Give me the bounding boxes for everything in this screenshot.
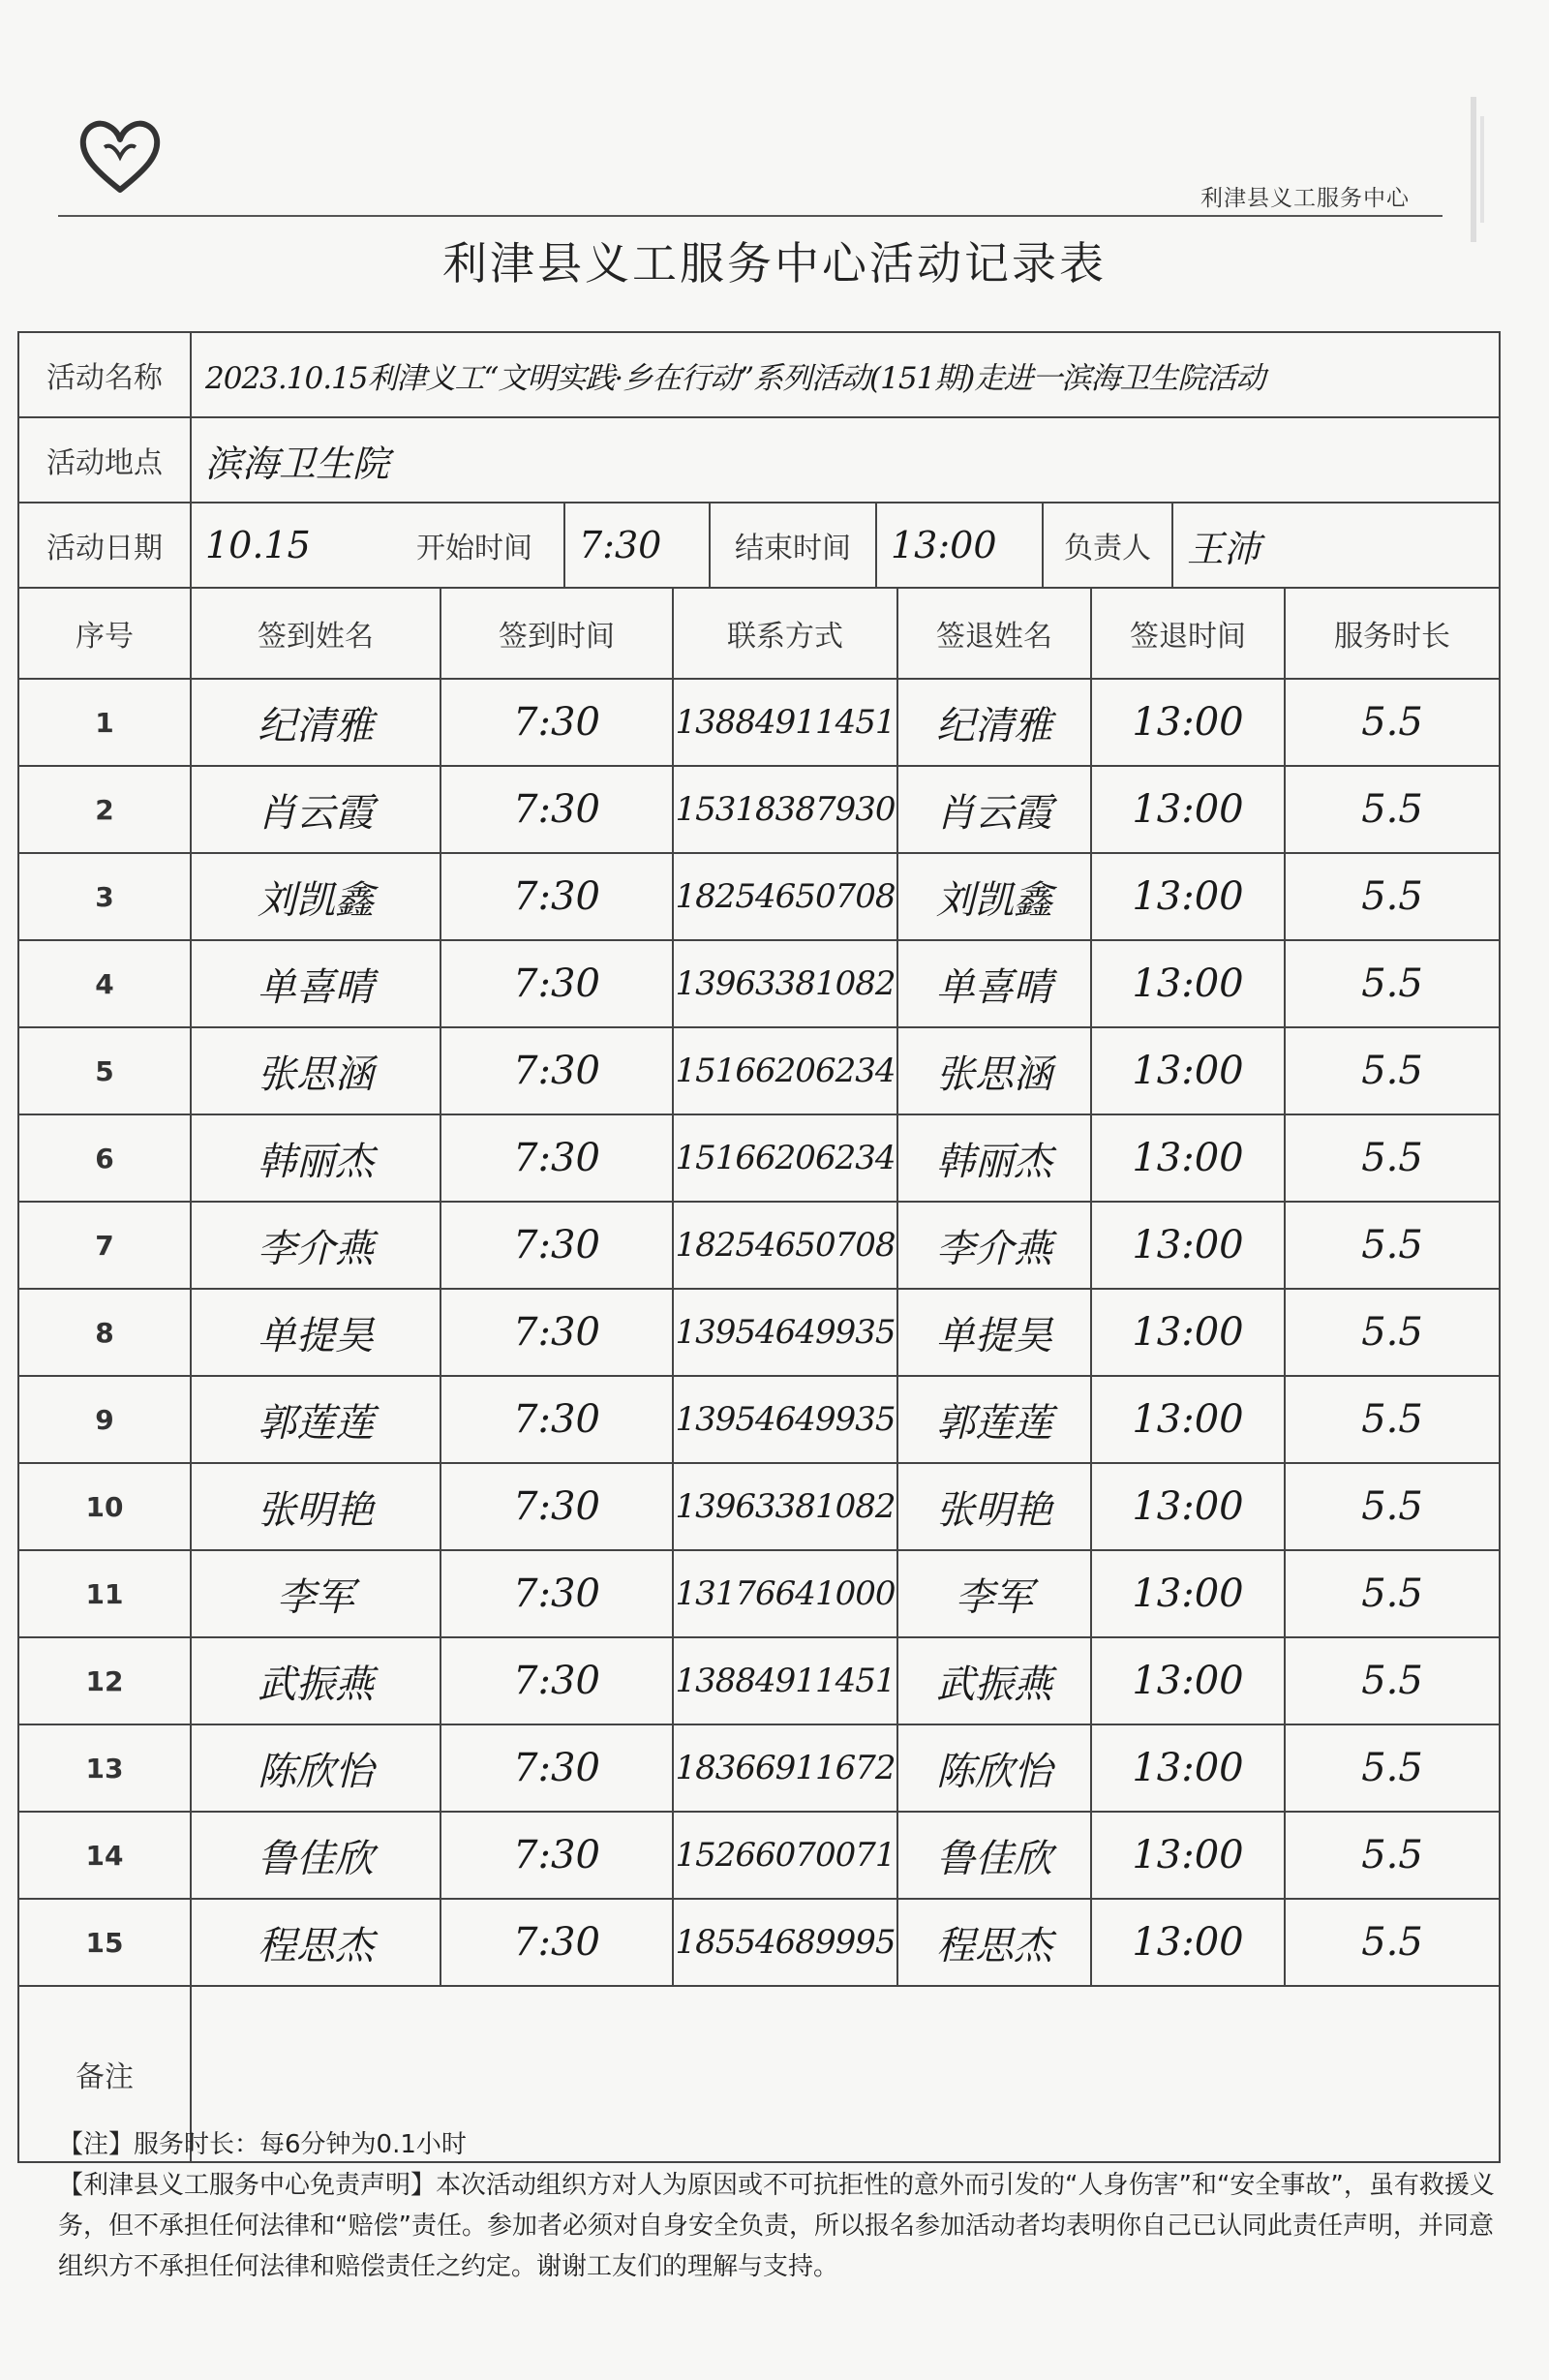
contact-phone-cell [673,1812,897,1899]
sign-in-name-cell [191,1812,440,1899]
sign-in-name-cell [191,1202,440,1289]
service-hours: 5.5 [1361,787,1423,832]
service-hours: 5.5 [1361,961,1423,1006]
sign-in-name-cell [191,1027,440,1114]
sign-in-time: 7:30 [513,1920,600,1965]
sign-in-name-cell [191,679,440,766]
sign-in-name: 陈欣怡 [258,1749,374,1794]
row-seq: 8 [95,1316,114,1349]
row-seq: 9 [95,1403,114,1436]
sign-out-time-cell [1091,679,1285,766]
row-seq-cell [18,766,191,853]
row-seq: 15 [85,1926,124,1959]
sign-out-name: 鲁佳欣 [936,1836,1052,1881]
service-hours-cell [1285,766,1500,853]
sign-in-name-cell [191,1637,440,1724]
contact-phone: 18254650708 [675,1226,896,1265]
row-seq-cell [18,1027,191,1114]
activity-name-value: 2023.10.15利津义工“文明实践·乡在行动”系列活动(151期)走进一滨海卫生院活动 [205,360,1265,396]
sign-out-name: 陈欣怡 [936,1749,1052,1794]
sign-in-time-cell [440,1376,673,1463]
contact-phone: 15318387930 [675,790,896,829]
service-hours-cell [1285,1027,1500,1114]
table-row [18,1376,1500,1463]
service-hours: 5.5 [1361,1310,1423,1355]
service-hours-cell [1285,1812,1500,1899]
sign-out-time-cell [1091,1114,1285,1202]
activity-record-table [17,331,1501,2163]
sign-out-name: 刘凯鑫 [936,877,1052,923]
contact-phone: 15266070071 [675,1836,896,1875]
sign-out-time: 13:00 [1132,1571,1244,1616]
sign-in-time-cell [440,1724,673,1812]
sign-out-name: 郭莲莲 [936,1400,1052,1446]
service-hours: 5.5 [1361,1049,1423,1093]
sign-in-time: 7:30 [513,1223,600,1267]
sign-in-name: 韩丽杰 [258,1139,374,1184]
row-seq: 3 [95,880,114,913]
row-seq: 4 [95,967,114,1000]
sign-in-time: 7:30 [513,787,600,832]
sign-out-name: 李介燕 [936,1226,1052,1271]
sign-in-time-cell [440,1550,673,1637]
sign-in-time: 7:30 [513,874,600,919]
sign-in-name: 单喜晴 [258,964,374,1010]
service-hours-cell [1285,1202,1500,1289]
org-header: 利津县义工服务中心 [1200,186,1410,211]
service-hours: 5.5 [1361,874,1423,919]
contact-phone: 15166206234 [675,1139,896,1177]
sign-in-time: 7:30 [513,1746,600,1790]
table-row [18,1114,1500,1202]
contact-phone: 18254650708 [675,877,896,916]
row-seq-cell [18,853,191,940]
sign-out-time-cell [1091,1899,1285,1986]
row-seq: 13 [85,1752,124,1785]
activity-location-value: 滨海卫生院 [205,442,390,485]
sign-in-name: 纪清雅 [258,703,374,748]
service-hours-cell [1285,1550,1500,1637]
contact-phone: 13954649935 [675,1400,896,1439]
contact-phone: 13884911451 [675,1662,896,1700]
activity-name-label: 活动名称 [18,332,191,417]
sign-out-time: 13:00 [1132,1049,1244,1093]
service-hours: 5.5 [1361,1397,1423,1442]
service-hours-cell [1285,853,1500,940]
activity-date-value: 10.15 [205,524,311,566]
sign-out-name: 韩丽杰 [936,1139,1052,1184]
sign-out-name-cell [897,1114,1091,1202]
table-row [18,1202,1500,1289]
sign-out-name-cell [897,1202,1091,1289]
sign-out-time: 13:00 [1132,874,1244,919]
table-row [18,940,1500,1027]
sign-in-name-cell [191,1463,440,1550]
table-row [18,853,1500,940]
end-time-label: 结束时间 [709,503,875,587]
service-hours: 5.5 [1361,1920,1423,1965]
sign-out-time-cell [1091,1376,1285,1463]
sign-in-time: 7:30 [513,1397,600,1442]
row-seq-cell [18,1202,191,1289]
heart-logo-icon [76,114,165,198]
end-time-value: 13:00 [891,524,997,566]
contact-phone: 13884911451 [675,703,896,742]
row-seq: 14 [85,1839,124,1872]
person-in-charge-value: 王沛 [1187,527,1261,570]
service-hours-cell [1285,940,1500,1027]
service-hours-cell [1285,1289,1500,1376]
sign-out-name-cell [897,1812,1091,1899]
sign-out-name-cell [897,1550,1091,1637]
sign-in-name: 张思涵 [258,1052,374,1097]
table-row [18,1550,1500,1637]
row-seq-cell [18,1899,191,1986]
sign-out-time: 13:00 [1132,1920,1244,1965]
row-seq: 12 [85,1664,124,1697]
contact-phone-cell [673,1376,897,1463]
contact-phone-cell [673,853,897,940]
service-hours-cell [1285,1899,1500,1986]
row-seq: 7 [95,1229,114,1262]
sign-out-time: 13:00 [1132,961,1244,1006]
col-header-sign-in-time: 签到时间 [440,588,673,679]
remarks-label: 备注 [18,1986,191,2162]
contact-phone-cell [673,1289,897,1376]
sign-out-time: 13:00 [1132,1746,1244,1790]
table-row [18,1637,1500,1724]
row-seq: 2 [95,793,114,826]
sign-out-time-cell [1091,1289,1285,1376]
sign-in-time-cell [440,1289,673,1376]
col-header-service-hours: 服务时长 [1285,588,1500,679]
contact-phone-cell [673,679,897,766]
sign-in-time-cell [440,1463,673,1550]
service-hours: 5.5 [1361,1571,1423,1616]
sign-in-name-cell [191,1289,440,1376]
sign-out-time-cell [1091,1027,1285,1114]
service-hours: 5.5 [1361,1659,1423,1703]
sign-in-time-cell [440,1202,673,1289]
sign-in-name: 鲁佳欣 [258,1836,374,1881]
sign-out-name: 单提昊 [936,1313,1052,1358]
header-divider [58,215,1443,217]
sign-out-time-cell [1091,853,1285,940]
volunteer-rows [18,679,1500,1986]
sign-out-time: 13:00 [1132,1310,1244,1355]
sign-in-name-cell [191,1114,440,1202]
contact-phone: 18554689995 [675,1923,896,1962]
person-in-charge-label: 负责人 [1042,503,1171,587]
sign-in-time-cell [440,1114,673,1202]
row-seq-cell [18,940,191,1027]
sign-in-name-cell [191,1724,440,1812]
disclaimer-text: 【利津县义工服务中心免责声明】本次活动组织方对人为原因或不可抗拒性的意外而引发的“人身伤害”和“安全事故”，虽有救援义务，但不承担任何法律和“赔偿”责任。参加者必须对自身安全负责，所以报名参加活动者均表明你自己已认同此责任声明，并同意组织方不承担任何法律和赔偿责任之约定。谢谢工友们的理解与支持。 [58,2171,1495,2281]
sign-in-name: 单提昊 [258,1313,374,1358]
service-hours: 5.5 [1361,1833,1423,1877]
service-hours-cell [1285,1376,1500,1463]
sign-out-time: 13:00 [1132,700,1244,745]
sign-out-time-cell [1091,1550,1285,1637]
table-row [18,679,1500,766]
contact-phone-cell [673,766,897,853]
sign-out-name: 张明艳 [936,1487,1052,1533]
activity-date-label: 活动日期 [18,503,191,588]
sign-in-time-cell [440,766,673,853]
row-seq: 11 [85,1577,124,1610]
contact-phone: 18366911672 [675,1749,896,1787]
service-hours-cell [1285,1724,1500,1812]
sign-in-time: 7:30 [513,1659,600,1703]
sign-in-name: 武振燕 [258,1662,374,1707]
sign-in-name-cell [191,1550,440,1637]
sign-in-name: 程思杰 [258,1923,374,1968]
notes-section [58,2124,1501,2287]
sign-out-name: 单喜晴 [936,964,1052,1010]
row-seq-cell [18,1637,191,1724]
sign-in-name-cell [191,940,440,1027]
table-row [18,1812,1500,1899]
contact-phone-cell [673,1463,897,1550]
contact-phone-cell [673,1114,897,1202]
contact-phone: 15166206234 [675,1052,896,1090]
row-seq-cell [18,679,191,766]
sign-out-time-cell [1091,1463,1285,1550]
row-seq: 1 [95,706,114,739]
page-title: 利津县义工服务中心活动记录表 [442,237,1107,290]
col-header-contact: 联系方式 [673,588,897,679]
sign-out-time: 13:00 [1132,1397,1244,1442]
sign-out-time-cell [1091,1812,1285,1899]
sign-out-time: 13:00 [1132,1136,1244,1180]
sign-in-time-cell [440,1027,673,1114]
service-hours-note: 【注】服务时长：每6分钟为0.1小时 [58,2130,467,2159]
sign-in-name: 李介燕 [258,1226,374,1271]
sign-in-name: 张明艳 [258,1487,374,1533]
table-row [18,766,1500,853]
service-hours: 5.5 [1361,700,1423,745]
sign-out-name-cell [897,1724,1091,1812]
sign-out-name: 肖云霞 [936,790,1052,836]
row-seq-cell [18,1812,191,1899]
row-seq: 6 [95,1142,114,1175]
sign-out-name: 程思杰 [936,1923,1052,1968]
scan-smudge [1457,97,1496,242]
sign-out-name: 纪清雅 [936,703,1052,748]
sign-in-name-cell [191,853,440,940]
row-seq-cell [18,1724,191,1812]
service-hours: 5.5 [1361,1223,1423,1267]
sign-in-time: 7:30 [513,961,600,1006]
service-hours-cell [1285,679,1500,766]
contact-phone-cell [673,1202,897,1289]
row-seq: 5 [95,1054,114,1087]
contact-phone-cell [673,1027,897,1114]
sign-in-time: 7:30 [513,1571,600,1616]
table-row [18,1899,1500,1986]
sign-in-time: 7:30 [513,1310,600,1355]
sign-out-name-cell [897,1637,1091,1724]
row-seq: 10 [85,1490,124,1523]
sign-out-name-cell [897,1289,1091,1376]
sign-in-time-cell [440,1637,673,1724]
sign-out-name: 张思涵 [936,1052,1052,1097]
col-header-sign-out-name: 签退姓名 [897,588,1091,679]
row-seq-cell [18,1550,191,1637]
start-time-value: 7:30 [579,524,662,566]
sign-out-time-cell [1091,940,1285,1027]
table-row [18,1289,1500,1376]
sign-out-name-cell [897,1899,1091,1986]
contact-phone-cell [673,1550,897,1637]
sign-out-time: 13:00 [1132,1833,1244,1877]
sign-out-time: 13:00 [1132,1659,1244,1703]
table-row [18,1027,1500,1114]
contact-phone-cell [673,1637,897,1724]
sign-out-name-cell [897,1376,1091,1463]
service-hours-cell [1285,1114,1500,1202]
contact-phone-cell [673,1899,897,1986]
sign-in-name: 郭莲莲 [258,1400,374,1446]
sign-out-time-cell [1091,766,1285,853]
sign-out-name-cell [897,766,1091,853]
sign-out-time: 13:00 [1132,1484,1244,1529]
sign-in-time: 7:30 [513,700,600,745]
sign-in-time-cell [440,853,673,940]
service-hours-cell [1285,1463,1500,1550]
sign-in-name-cell [191,766,440,853]
contact-phone-cell [673,1724,897,1812]
sign-in-time: 7:30 [513,1136,600,1180]
sign-out-name-cell [897,1463,1091,1550]
sign-out-name: 李军 [956,1574,1033,1620]
table-row [18,1463,1500,1550]
sign-out-name: 武振燕 [936,1662,1052,1707]
service-hours: 5.5 [1361,1136,1423,1180]
service-hours-cell [1285,1637,1500,1724]
sign-in-time-cell [440,1899,673,1986]
sign-out-name-cell [897,853,1091,940]
sign-out-time: 13:00 [1132,787,1244,832]
row-seq-cell [18,1463,191,1550]
sign-out-time-cell [1091,1724,1285,1812]
sign-out-time: 13:00 [1132,1223,1244,1267]
sign-out-time-cell [1091,1202,1285,1289]
sign-in-time: 7:30 [513,1833,600,1877]
sign-in-time-cell [440,679,673,766]
sign-out-name-cell [897,940,1091,1027]
sign-in-name-cell [191,1376,440,1463]
sign-in-time: 7:30 [513,1484,600,1529]
start-time-label: 开始时间 [416,532,532,565]
col-header-sign-out-time: 签退时间 [1091,588,1285,679]
sign-in-name: 李军 [277,1574,354,1620]
contact-phone: 13963381082 [675,1487,896,1526]
sign-in-name: 刘凯鑫 [258,877,374,923]
sign-in-time-cell [440,940,673,1027]
contact-phone: 13954649935 [675,1313,896,1352]
col-header-sign-in-name: 签到姓名 [191,588,440,679]
sign-in-time: 7:30 [513,1049,600,1093]
sign-in-time-cell [440,1812,673,1899]
service-hours: 5.5 [1361,1484,1423,1529]
row-seq-cell [18,1376,191,1463]
col-header-seq: 序号 [18,588,191,679]
sign-in-name: 肖云霞 [258,790,374,836]
sign-out-name-cell [897,1027,1091,1114]
contact-phone: 13963381082 [675,964,896,1003]
row-seq-cell [18,1114,191,1202]
contact-phone: 13176641000 [675,1574,896,1613]
activity-location-label: 活动地点 [18,417,191,503]
sign-out-name-cell [897,679,1091,766]
table-row [18,1724,1500,1812]
row-seq-cell [18,1289,191,1376]
service-hours: 5.5 [1361,1746,1423,1790]
sign-out-time-cell [1091,1637,1285,1724]
contact-phone-cell [673,940,897,1027]
sign-in-name-cell [191,1899,440,1986]
